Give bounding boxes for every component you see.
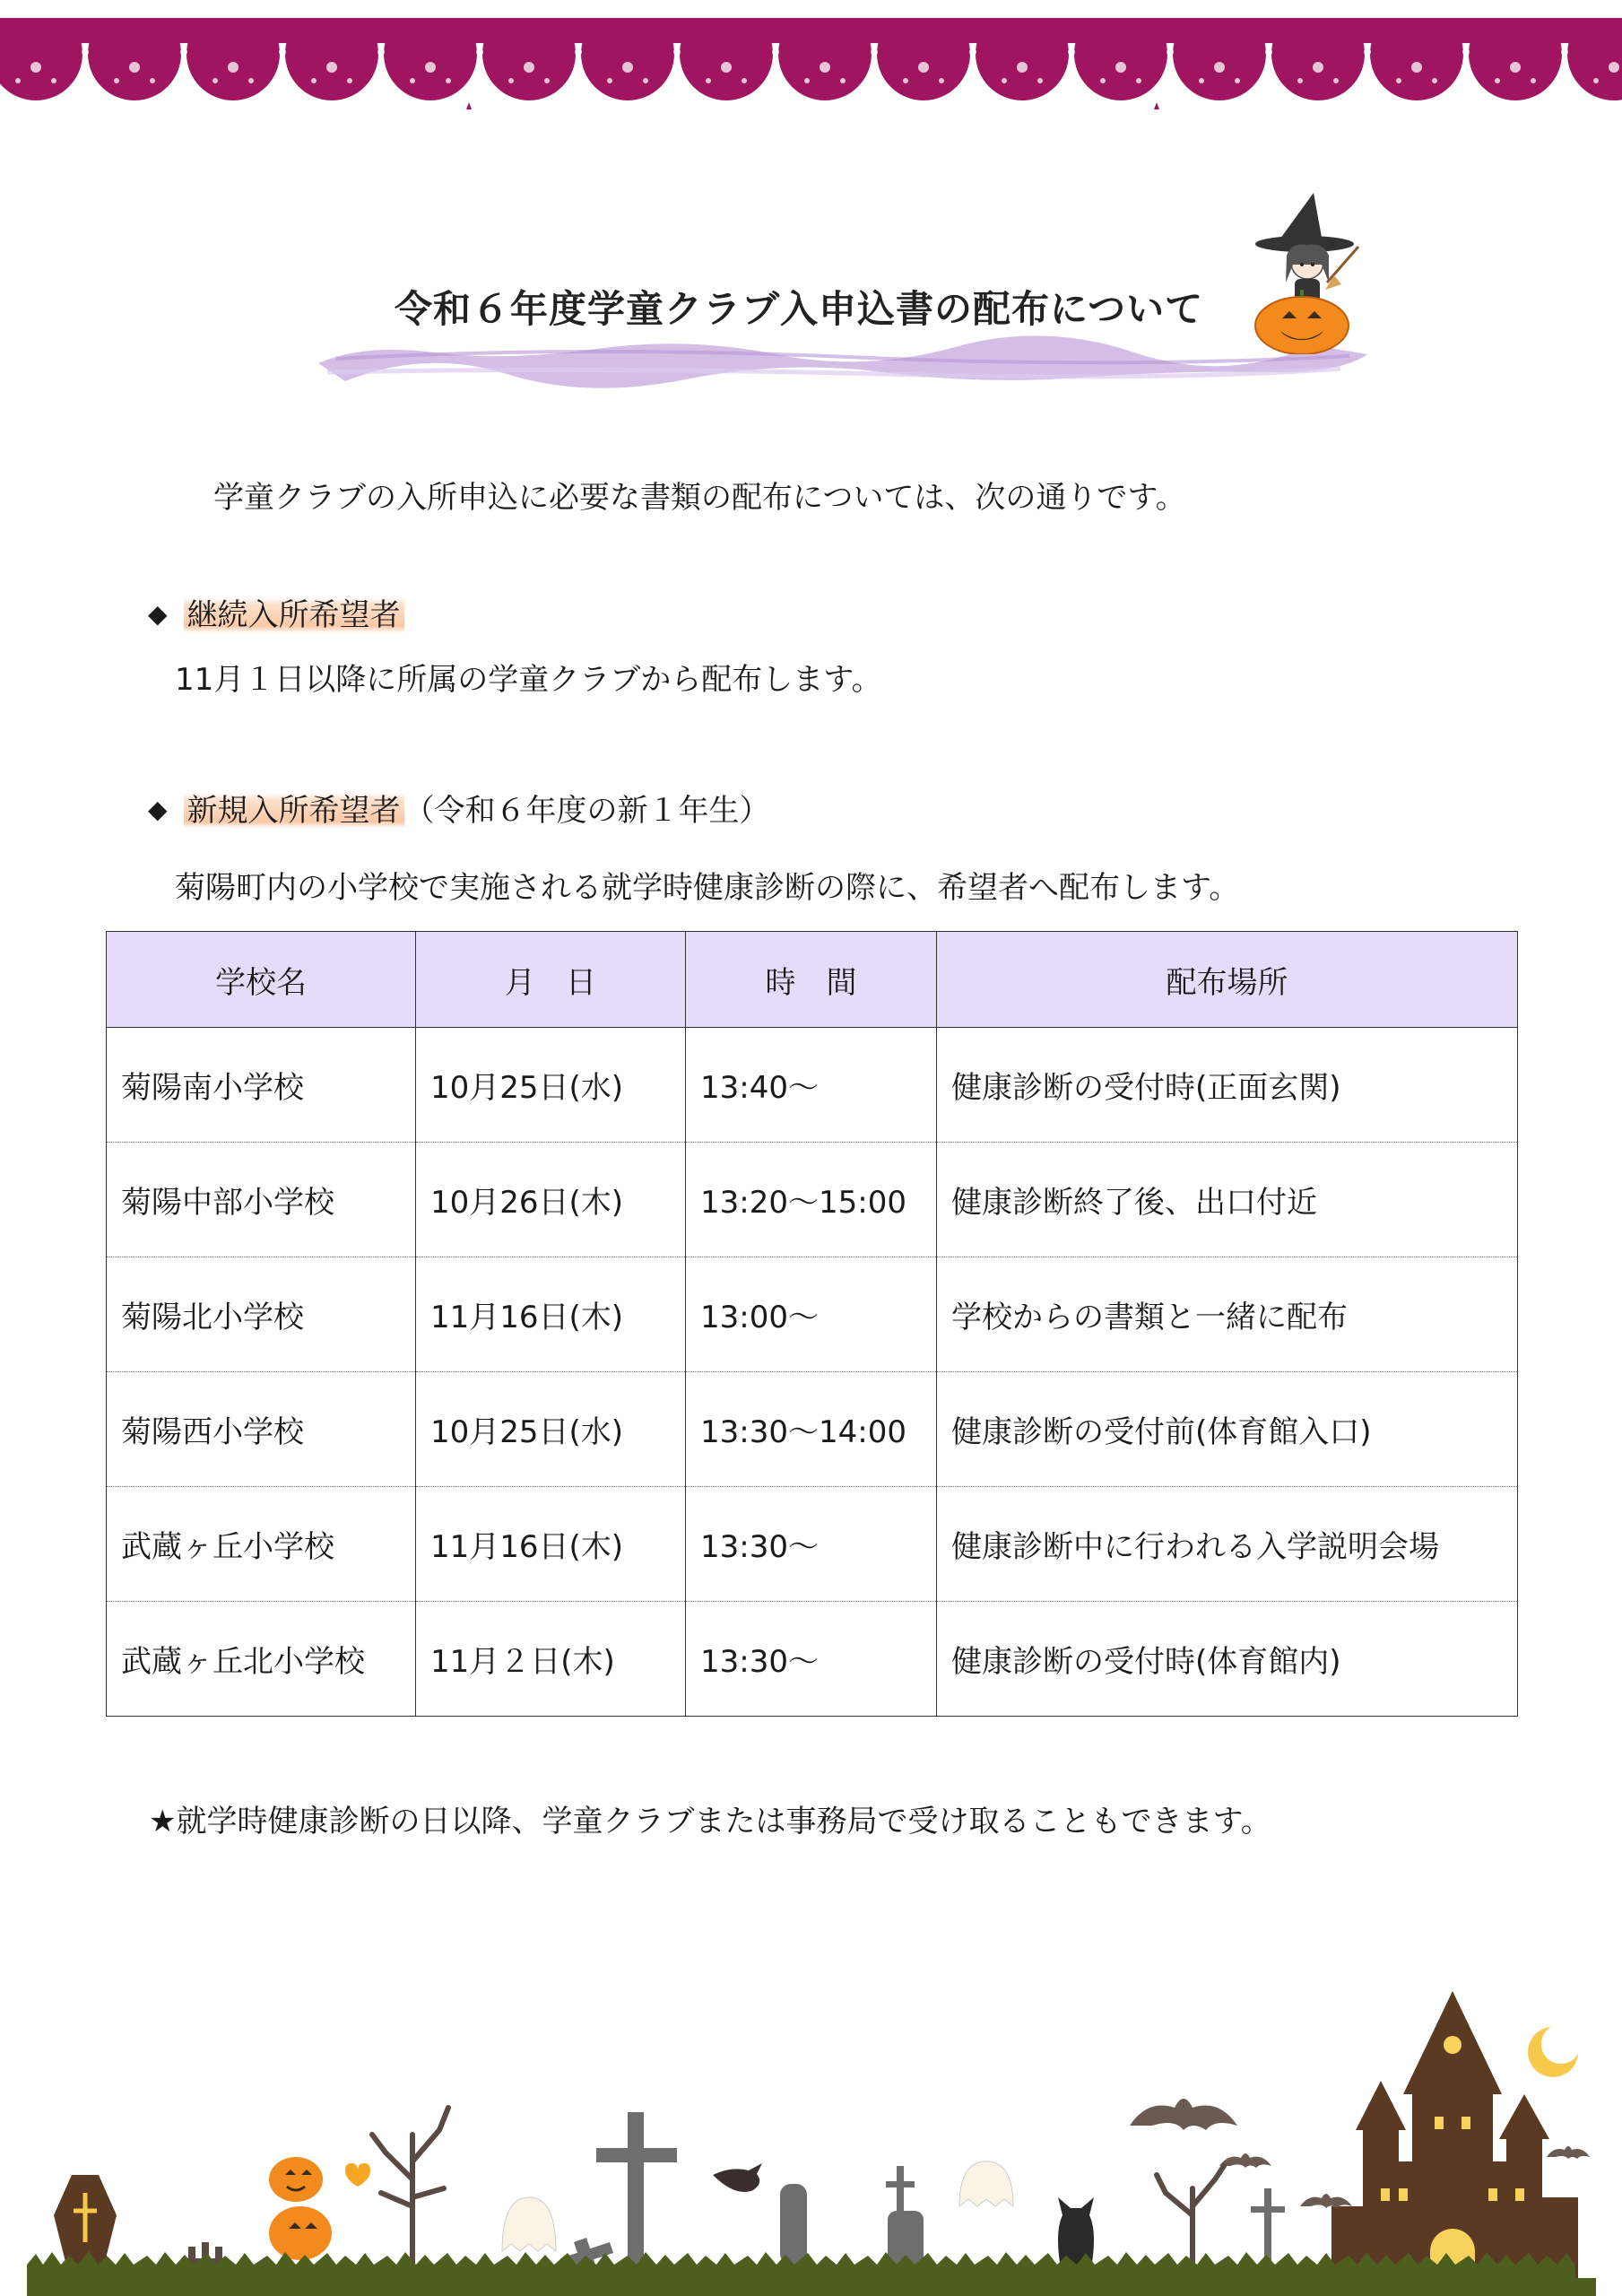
pumpkin-stack-icon xyxy=(269,2157,332,2260)
gravestone-icon xyxy=(780,2184,807,2265)
cell-time: 13:30～ xyxy=(686,1487,937,1602)
section-heading-label: 継続入所希望者 xyxy=(184,597,404,633)
intro-paragraph: 学童クラブの入所申込に必要な書類の配布については、次の通りです。 xyxy=(213,480,1186,516)
cell-location: 健康診断の受付前(体育館入口) xyxy=(937,1372,1518,1487)
section-heading-continuing xyxy=(148,590,404,634)
cell-time: 13:30～14:00 xyxy=(686,1372,937,1487)
section-body-continuing: 11月１日以降に所属の学童クラブから配布します。 xyxy=(175,662,882,698)
document-title: 令和６年度学童クラブ入申込書の配布について xyxy=(395,287,1204,331)
coffin-icon xyxy=(54,2175,117,2269)
table-row xyxy=(107,1602,1518,1717)
heart-icon xyxy=(345,2163,370,2187)
table-header-row xyxy=(107,932,1518,1028)
cell-school: 武蔵ヶ丘北小学校 xyxy=(107,1602,416,1717)
cell-time: 13:30～ xyxy=(686,1602,937,1717)
table-row xyxy=(107,1028,1518,1143)
cell-date: 10月25日(水) xyxy=(416,1372,686,1487)
crow-icon xyxy=(713,2163,762,2192)
section-heading-label: 新規入所希望者 xyxy=(184,793,404,829)
moon-icon xyxy=(1528,2027,1578,2077)
cell-time: 13:40～ xyxy=(686,1028,937,1143)
cell-location: 健康診断の受付時(体育館内) xyxy=(937,1602,1518,1717)
cell-date: 10月25日(水) xyxy=(416,1028,686,1143)
cell-school: 菊陽北小学校 xyxy=(107,1257,416,1372)
cell-date: 11月２日(木) xyxy=(416,1602,686,1717)
diamond-bullet-icon: ◆ xyxy=(148,599,168,629)
cell-date: 10月26日(木) xyxy=(416,1143,686,1257)
cell-school: 菊陽西小学校 xyxy=(107,1372,416,1487)
cell-location: 健康診断中に行われる入学説明会場 xyxy=(937,1487,1518,1602)
diamond-bullet-icon: ◆ xyxy=(148,795,168,824)
halloween-scene-illustration xyxy=(0,1973,1622,2296)
cell-date: 11月16日(木) xyxy=(416,1487,686,1602)
bat-icon xyxy=(1300,2194,1352,2208)
header-time: 時 間 xyxy=(686,932,937,1028)
table-row xyxy=(107,1372,1518,1487)
footnote: ★就学時健康診断の日以降、学童クラブまたは事務局で受け取ることもできます。 xyxy=(149,1804,1271,1839)
header-location: 配布場所 xyxy=(937,932,1518,1028)
bat-icon xyxy=(1547,2146,1590,2159)
ghost-icon xyxy=(502,2197,556,2251)
cell-school: 菊陽中部小学校 xyxy=(107,1143,416,1257)
cell-location: 学校からの書類と一緒に配布 xyxy=(937,1257,1518,1372)
cell-time: 13:00～ xyxy=(686,1257,937,1372)
distribution-schedule-table xyxy=(106,931,1518,1717)
cell-date: 11月16日(木) xyxy=(416,1257,686,1372)
cell-location: 健康診断終了後、出口付近 xyxy=(937,1143,1518,1257)
table-row xyxy=(107,1257,1518,1372)
table-row xyxy=(107,1143,1518,1257)
table-row xyxy=(107,1487,1518,1602)
bat-icon xyxy=(1130,2099,1237,2130)
header-school: 学校名 xyxy=(107,932,416,1028)
section-body-new: 菊陽町内の小学校で実施される就学時健康診断の際に、希望者へ配布します。 xyxy=(175,870,1240,906)
section-heading-new xyxy=(148,786,770,830)
header-date: 月 日 xyxy=(416,932,686,1028)
cell-time: 13:20～15:00 xyxy=(686,1143,937,1257)
cell-location: 健康診断の受付時(正面玄関) xyxy=(937,1028,1518,1143)
section-heading-suffix: （令和６年度の新１年生） xyxy=(403,793,770,829)
title-brush-stroke xyxy=(309,327,1376,390)
bat-icon xyxy=(1219,2153,1271,2168)
witch-pumpkin-illustration xyxy=(1246,193,1367,354)
lace-border-decoration xyxy=(0,18,1622,117)
cell-school: 菊陽南小学校 xyxy=(107,1028,416,1143)
cell-school: 武蔵ヶ丘小学校 xyxy=(107,1487,416,1602)
ghost-icon xyxy=(959,2161,1013,2206)
